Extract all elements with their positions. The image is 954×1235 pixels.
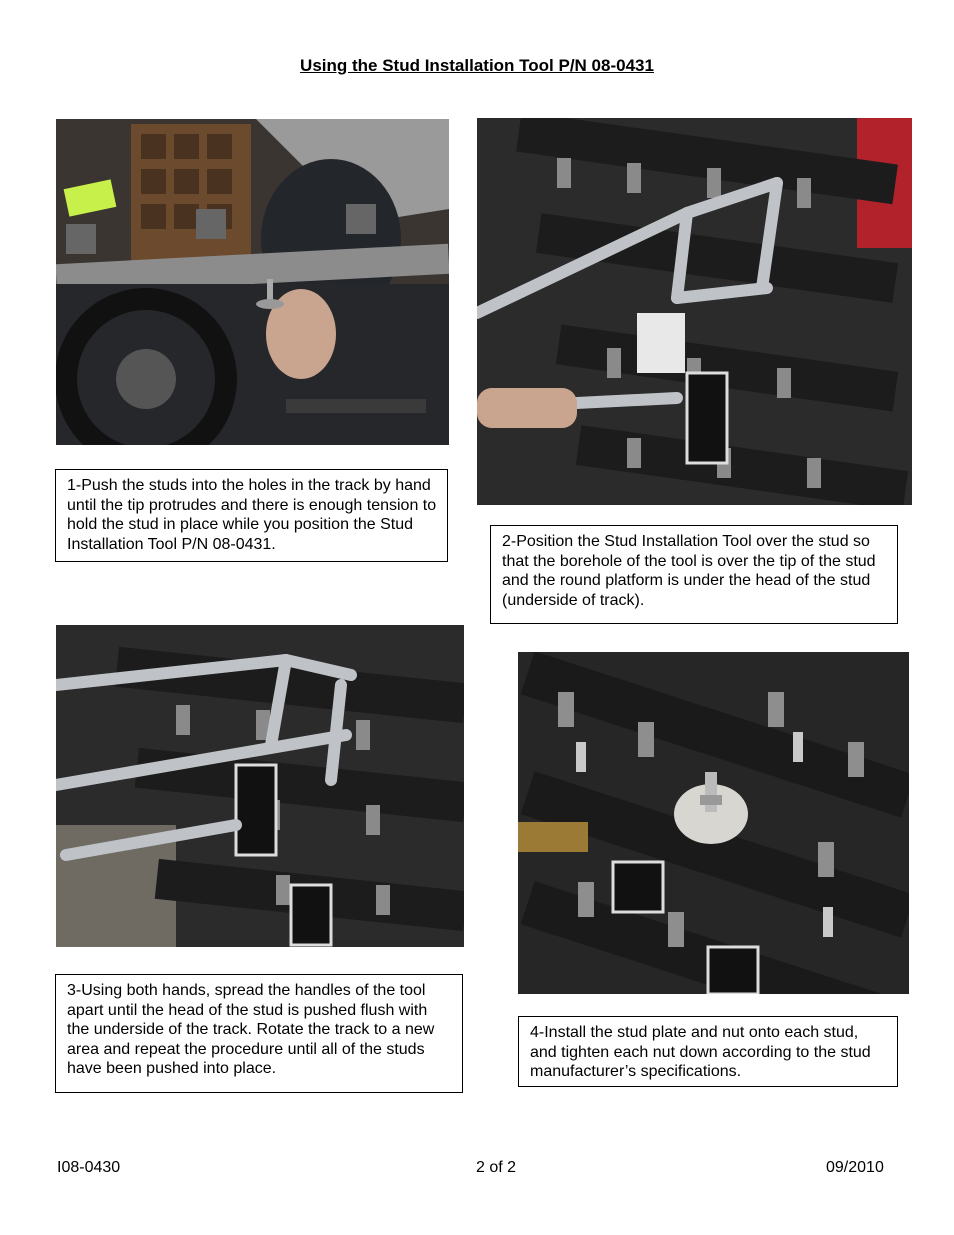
- photo-step-3: [56, 625, 464, 947]
- caption-step-2: 2-Position the Stud Installation Tool over the stud so that the borehole of the tool is over the tip of the stud and the round platform is under the head of the stud (underside of track).: [490, 525, 898, 624]
- photo-step-1: [56, 119, 449, 445]
- caption-step-1: 1-Push the studs into the holes in the track by hand until the tip protrudes and there is enough tension to hold the stud in place while you position the Stud Installation Tool P/N 08-0431.: [55, 469, 448, 562]
- caption-step-3: 3-Using both hands, spread the handles of the tool apart until the head of the stud is pushed flush with the underside of the track. Rotate the track to a new area and repeat the procedure until all of the studs have been pushed into place.: [55, 974, 463, 1093]
- caption-step-4: 4-Install the stud plate and nut onto each stud, and tighten each nut down according to the stud manufacturer’s specifications.: [518, 1016, 898, 1087]
- photo-step-2: [477, 118, 912, 505]
- footer-date: 09/2010: [826, 1159, 884, 1176]
- page-title: Using the Stud Installation Tool P/N 08-0431: [300, 56, 654, 75]
- footer-page-number: 2 of 2: [475, 1159, 517, 1176]
- photo-step-4: [518, 652, 909, 994]
- footer-doc-number: I08-0430: [57, 1159, 121, 1176]
